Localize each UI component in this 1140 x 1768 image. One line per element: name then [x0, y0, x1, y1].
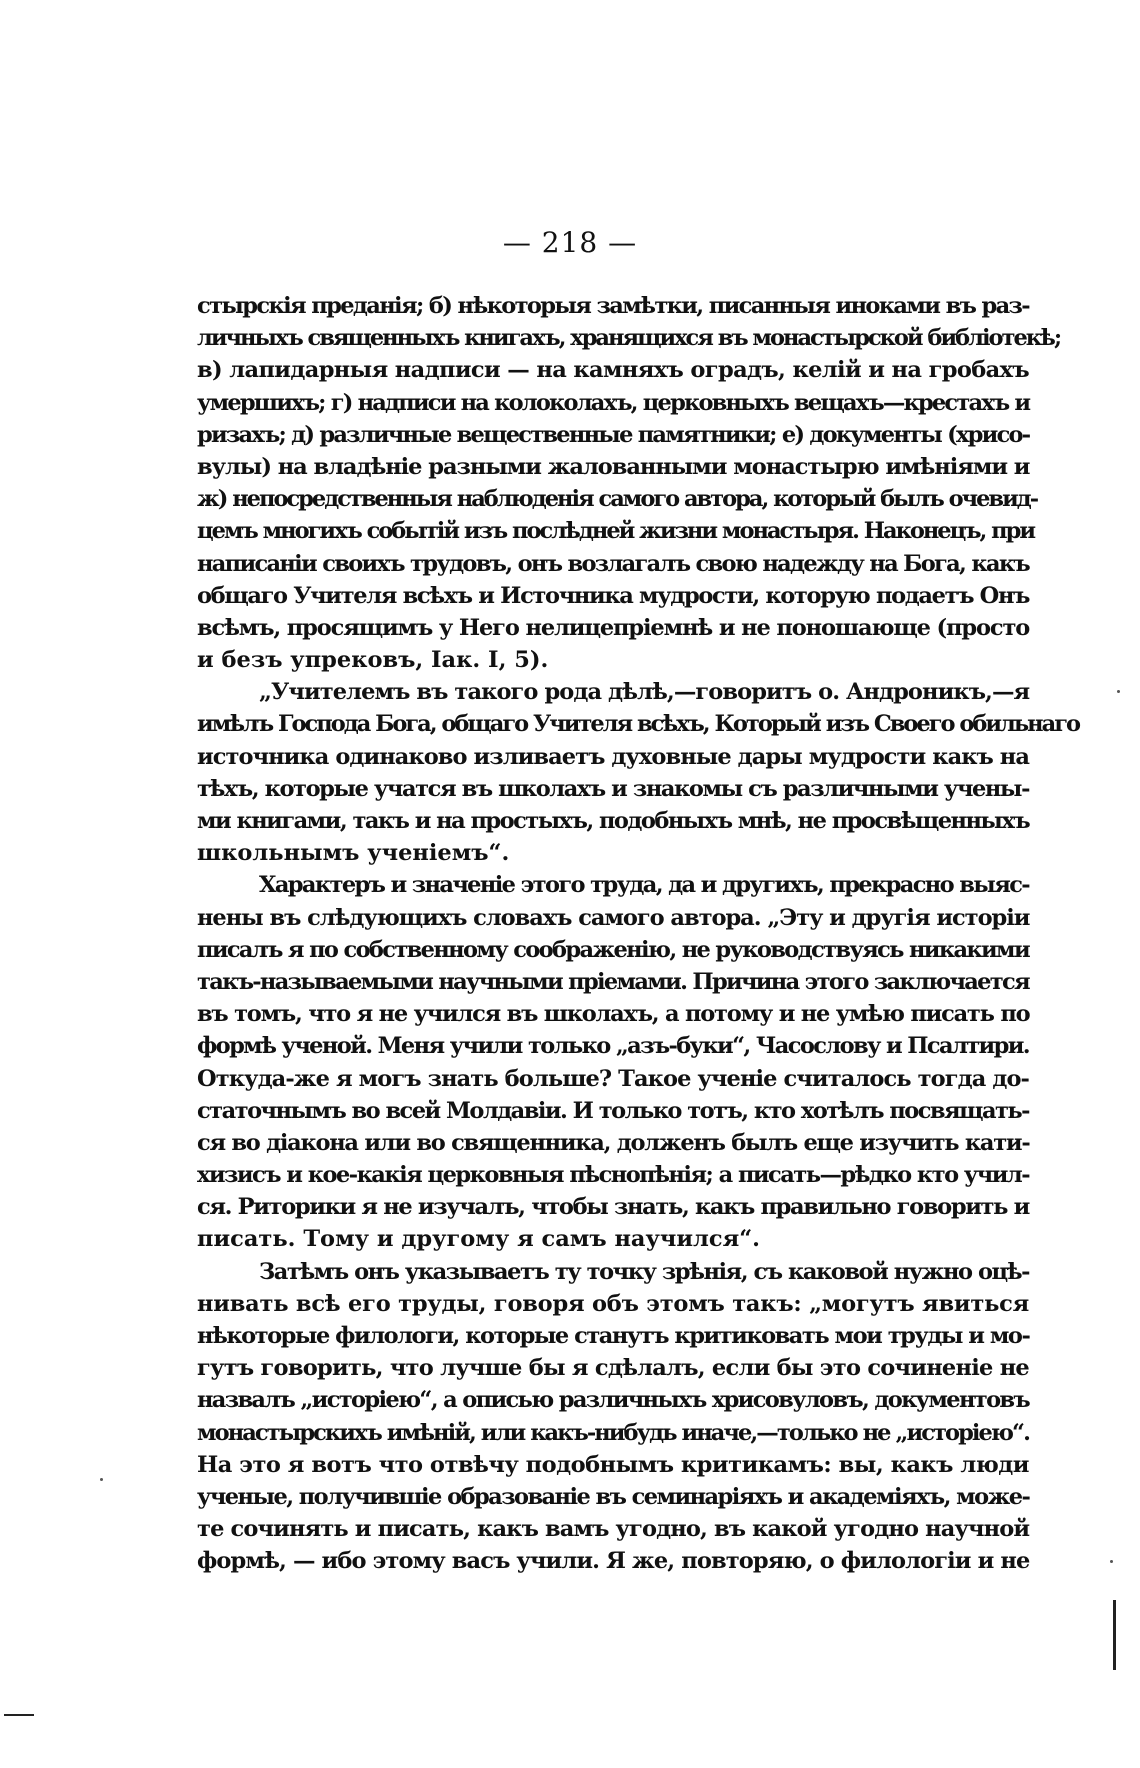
text-line: такъ-называемыми научными пріемами. Причина этого заключается [197, 968, 1029, 995]
scan-speck [100, 1478, 103, 1481]
text-line: Характеръ и значеніе этого труда, да и другихъ, прекрасно выяс- [259, 872, 1029, 899]
text-line: те сочинять и писать, какъ вамъ угодно, въ какой угодно научной [197, 1516, 1030, 1543]
text-line: ризахъ; д) различные вещественные памятники; е) документы (хрисо- [197, 421, 1030, 448]
text-line: общаго Учителя всѣхъ и Источника мудрости, которую подаетъ Онъ [197, 582, 1029, 609]
scan-speck [1110, 1560, 1113, 1563]
text-line: „Учителемъ въ такого рода дѣлѣ,—говоритъ о. Андроникъ,—я [259, 679, 1030, 706]
scan-edge-mark [4, 1714, 34, 1716]
text-line: тѣхъ, которые учатся въ школахъ и знакомы съ различными учены- [197, 775, 1029, 802]
text-line: в) лапидарныя надписи — на камняхъ оградъ, келій и на гробахъ [197, 357, 1029, 384]
text-line: статочнымъ во всей Молдавіи. И только тотъ, кто хотѣлъ посвящать- [197, 1097, 1029, 1124]
text-line: нѣкоторые филологи, которые станутъ критиковать мои труды и мо- [197, 1323, 1030, 1349]
text-line: всѣмъ, просящимъ у Него нелицепріемнѣ и не поношающе (просто [197, 614, 1030, 641]
page-number: — 218 — [502, 226, 638, 259]
text-line: Затѣмъ онъ указываетъ ту точку зрѣнія, съ каковой нужно оцѣ- [259, 1258, 1029, 1285]
text-line: ся. Риторики я не изучалъ, чтобы знать, какъ правильно говорить и [197, 1194, 1029, 1221]
text-line: школьнымъ ученіемъ“. [197, 840, 510, 867]
text-line: назвалъ „исторіею“, а описью различныхъ хрисовуловъ, документовъ [197, 1387, 1029, 1414]
text-line: цемъ многихъ событій изъ послѣдней жизни монастыря. Наконецъ, при [197, 518, 1035, 545]
text-line: ся во діакона или во священника, долженъ былъ еще изучить кати- [197, 1129, 1030, 1156]
text-line: написаніи своихъ трудовъ, онъ возлагалъ свою надежду на Бога, какъ [197, 550, 1029, 577]
scan-edge-mark [1113, 1600, 1116, 1670]
scan-speck [1117, 690, 1120, 693]
text-line: ученые, получившіе образованіе въ семинаріяхъ и академіяхъ, може- [197, 1483, 1030, 1510]
text-line: гутъ говорить, что лучше бы я сдѣлалъ, если бы это сочиненіе не [197, 1355, 1029, 1382]
text-line: вулы) на владѣніе разными жалованными монастырю имѣніями и [197, 453, 1030, 480]
text-line: личныхъ священныхъ книгахъ, хранящихся въ монастырской библіотекѣ; [197, 325, 1061, 352]
text-line: умершихъ; г) надписи на колоколахъ, церковныхъ вещахъ—крестахъ и [197, 389, 1030, 416]
text-line: ми книгами, такъ и на простыхъ, подобныхъ мнѣ, не просвѣщенныхъ [197, 808, 1030, 834]
text-line: источника одинаково изливаетъ духовные дары мудрости какъ на [197, 743, 1029, 770]
text-line: нивать всѣ его труды, говоря объ этомъ такъ: „могутъ явиться [197, 1290, 1030, 1317]
text-line: стырскія преданія; б) нѣкоторыя замѣтки, писанныя иноками въ раз- [197, 293, 1029, 319]
text-line: писать. Тому и другому я самъ научился“. [197, 1226, 761, 1253]
body-text [197, 290, 1080, 1578]
text-line: хизисъ и кое-какія церковныя пѣснопѣнія; а писать—рѣдко кто учил- [197, 1162, 1030, 1189]
text-line: въ томъ, что я не учился въ школахъ, а потому и не умѣю писать по [197, 1001, 1030, 1028]
text-line: монастырскихъ имѣній, или какъ-нибудь иначе,—только не „исторіею“. [197, 1419, 1029, 1446]
text-line: формѣ ученой. Меня учили только „азъ-буки“, Часослову и Псалтири. [197, 1033, 1030, 1060]
text-line: формѣ, — ибо этому васъ учили. Я же, повторяю, о филологіи и не [197, 1548, 1030, 1575]
text-line: имѣлъ Господа Бога, общаго Учителя всѣхъ, Который изъ Своего обильнаго [197, 711, 1080, 738]
text-line: писалъ я по собственному соображенію, не руководствуясь никакими [197, 936, 1029, 963]
text-line: ж) непосредственныя наблюденія самого автора, который былъ очевид- [197, 486, 1038, 513]
text-line: Откуда-же я могъ знать больше? Такое ученіе считалось тогда до- [197, 1065, 1029, 1092]
text-line: нены въ слѣдующихъ словахъ самого автора. „Эту и другія исторіи [197, 904, 1030, 931]
text-line: и безъ упрековъ, Іак. І, 5). [197, 647, 549, 674]
text-line: На это я вотъ что отвѣчу подобнымъ критикамъ: вы, какъ люди [197, 1451, 1029, 1478]
